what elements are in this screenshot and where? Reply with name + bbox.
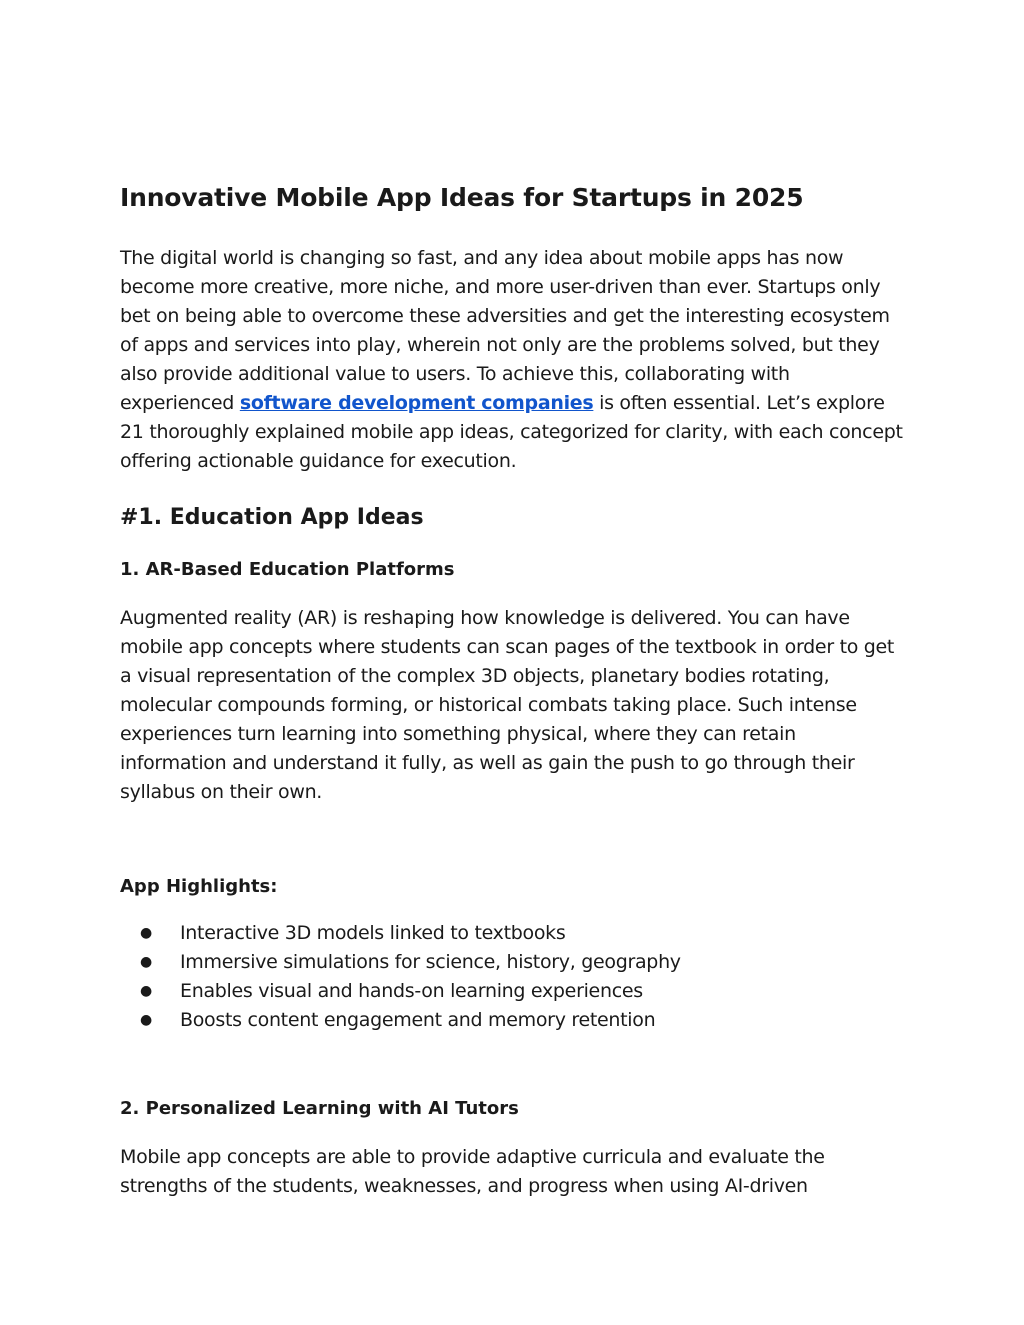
list-item-text: Boosts content engagement and memory retention [180, 1009, 656, 1031]
document-page [120, 180, 904, 1201]
bullet-icon: ● [140, 954, 152, 970]
list-item-text: Interactive 3D models linked to textbooks [180, 922, 566, 944]
document-title: Innovative Mobile App Ideas for Startups in 2025 [120, 183, 804, 212]
item-title-ai-tutors: 2. Personalized Learning with AI Tutors [120, 1098, 519, 1119]
intro-text-after-link: is often essential. Let’s explore 21 thoroughly explained mobile app ideas, categorized for clarity, with each concept offering actionable guidance for execution. [120, 392, 903, 472]
app-highlights-title: App Highlights: [120, 876, 278, 897]
section-heading-education: #1. Education App Ideas [120, 505, 424, 530]
list-item-text: Immersive simulations for science, history, geography [180, 951, 681, 973]
bullet-icon: ● [140, 983, 152, 999]
bullet-icon: ● [140, 1012, 152, 1028]
app-highlights-list [120, 919, 904, 1035]
software-development-companies-link[interactable]: software development companies [239, 392, 594, 414]
list-item [140, 977, 904, 1006]
intro-text-before-link: The digital world is changing so fast, and any idea about mobile apps has now become more creative, more niche, and more user-driven than ever. Startups only bet on being able to overcome these adversities and get the interesting ecosystem of apps and services into play, wherein not only are the problems solved, but they also provide additional value to users. To achieve this, collaborating with experienced [120, 247, 890, 414]
list-item [140, 919, 904, 948]
item-body-ai-tutors: Mobile app concepts are able to provide adaptive curricula and evaluate the strengths of the students, weaknesses, and progress when using AI-driven [120, 1146, 825, 1197]
list-item-text: Enables visual and hands-on learning experiences [180, 980, 643, 1002]
list-item [140, 1006, 904, 1035]
list-item [140, 948, 904, 977]
intro-paragraph [120, 244, 904, 476]
bullet-icon: ● [140, 925, 152, 941]
item-body-ar-education: Augmented reality (AR) is reshaping how knowledge is delivered. You can have mobile app concepts where students can scan pages of the textbook in order to get a visual representation of the complex 3D objects, planetary bodies rotating, molecular compounds forming, or historical combats taking place. Such intense experiences turn learning into something physical, where they can retain information and understand it fully, as well as gain the push to go through their syllabus on their own. [120, 607, 895, 803]
item-title-ar-education: 1. AR-Based Education Platforms [120, 559, 455, 580]
